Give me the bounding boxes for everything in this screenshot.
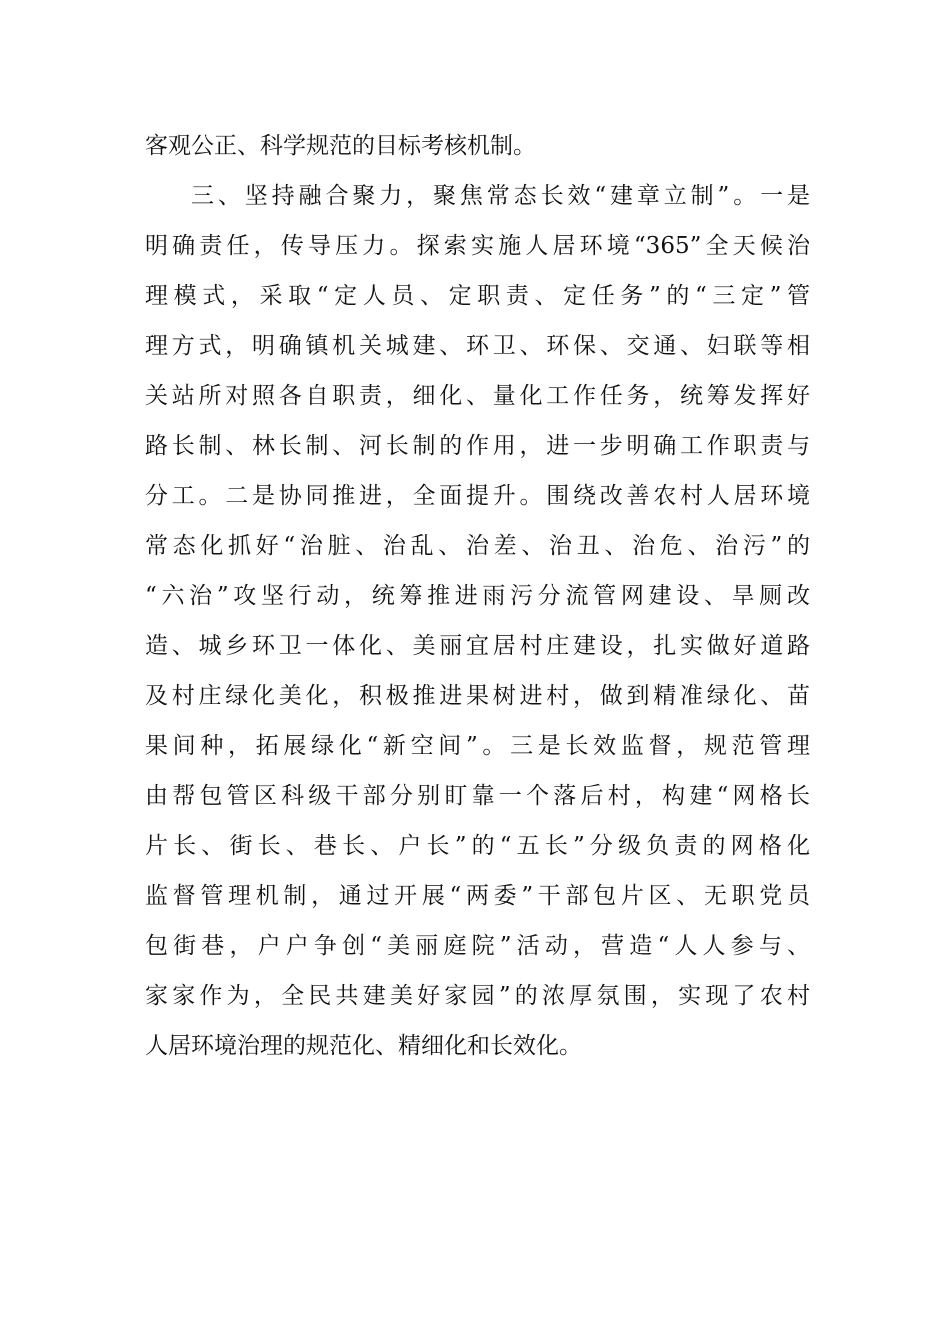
text-line: 果间种，拓展绿化“新空间”。三是长效监督，规范管理 (145, 733, 810, 759)
text-line: 分工。二是协同推进，全面提升。围绕改善农村人居环境 (145, 483, 810, 509)
text-line: 包街巷，户户争创“美丽庭院”活动，营造“人人参与、 (145, 933, 810, 959)
text-line: 家家作为，全民共建美好家园”的浓厚氛围，实现了农村 (145, 983, 810, 1009)
text-line: 常态化抓好“治脏、治乱、治差、治丑、治危、治污”的 (145, 533, 810, 559)
text-line: 客观公正、科学规范的目标考核机制。 (145, 133, 536, 159)
text-line: 关站所对照各自职责，细化、量化工作任务，统筹发挥好 (145, 383, 810, 409)
text-line: 造、城乡环卫一体化、美丽宜居村庄建设，扎实做好道路 (145, 633, 810, 659)
text-line: 明确责任，传导压力。探索实施人居环境“365”全天候治 (145, 233, 810, 259)
text-line: “六治”攻坚行动，统筹推进雨污分流管网建设、旱厕改 (145, 583, 810, 609)
text-line: 理方式，明确镇机关城建、环卫、环保、交通、妇联等相 (145, 333, 810, 359)
paragraph-first-line: 三、坚持融合聚力，聚焦常态长效“建章立制”。一是 (191, 183, 810, 209)
text-line: 片长、街长、巷长、户长”的“五长”分级负责的网格化 (145, 833, 810, 859)
text-line: 人居环境治理的规范化、精细化和长效化。 (145, 1033, 582, 1059)
text-line: 由帮包管区科级干部分别盯靠一个落后村，构建“网格长 (145, 783, 810, 809)
text-line: 路长制、林长制、河长制的作用，进一步明确工作职责与 (145, 433, 810, 459)
text-line: 理模式，采取“定人员、定职责、定任务”的“三定”管 (145, 283, 810, 309)
text-line: 及村庄绿化美化，积极推进果树进村，做到精准绿化、苗 (145, 683, 810, 709)
text-line: 监督管理机制，通过开展“两委”干部包片区、无职党员 (145, 883, 810, 909)
